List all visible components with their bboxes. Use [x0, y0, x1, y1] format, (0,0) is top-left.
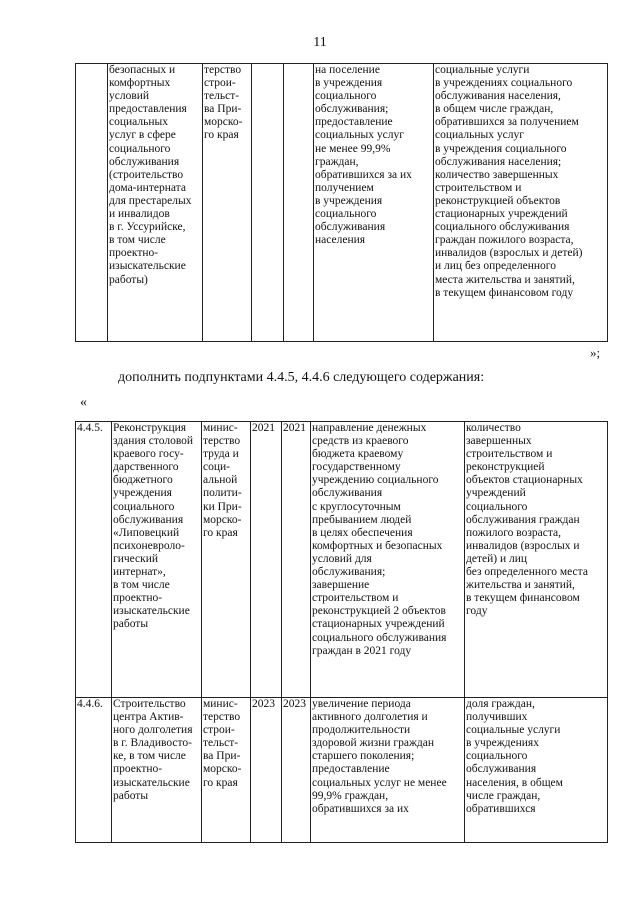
expected-result-cell: направление денежных средств из краевого бюджета краевому государственному учреждению социального обслуживания с круглосуточным пребыванием людей в целях обеспечения комфортных и безопасных условий для обслуживания; завершение строительством и реконструкцией 2 объектов стационарных учреждений социального обслуживания граждан в 2021 году [311, 422, 465, 698]
indicator-cell: доля граждан, получивших социальные услуги в учреждениях социального обслуживания населения, в общем числе граждан, обратившихся [465, 698, 608, 843]
executor-cell: минис- терство труда и соци- альной полити- ки При- морско- го края [202, 422, 251, 698]
indicator-cell: социальные услуги в учреждениях социального обслуживания населения, в общем числе граждан, обратившихся за получением социальных услуг в учреждения социального обслуживания населения; количество завершенных строительством и реконструкцией объектов стационарных учреждений социального обслуживания граждан пожилого возраста, инвалидов (взрослых и детей) и лиц без определенного места жительства и занятий, в текущем финансовом году [434, 64, 608, 342]
page-number: 11 [313, 35, 327, 50]
indicator-cell: количество завершенных строительством и реконструкцией объектов стационарных учреждений социального обслуживания граждан пожилого возраста, инвалидов (взрослых и детей) и лиц без определенного места жительства и занятий, в текущем финансовом году [465, 422, 608, 698]
expected-result-cell: на поселение в учреждения социального обслуживания; предоставление социальных услуг не менее 99,9% граждан, обратившихся за их получением в учреждения социального обслуживания населения [314, 64, 434, 342]
start-year-cell: 2023 [251, 698, 282, 843]
measure-name-cell: Строительство центра Актив- ного долголетия в г. Владивосто- ке, в том числе проектно- изыскательские работы [112, 698, 202, 843]
start-year-cell [252, 64, 284, 342]
expected-result-cell: увеличение периода активного долголетия и продолжительности здоровой жизни граждан старшего поколения; предоставление социальных услуг не менее 99,9% граждан, обратившихся за их [311, 698, 465, 843]
row-number-cell: 4.4.6. [76, 698, 112, 843]
closing-quote-mark: »; [590, 345, 601, 360]
end-year-cell: 2021 [282, 422, 311, 698]
new-subitems-table [75, 421, 608, 843]
amendment-intro-text: дополнить подпунктами 4.4.5, 4.4.6 следующего содержания: [118, 370, 485, 385]
measures-table-continued [75, 63, 608, 342]
start-year-cell: 2021 [251, 422, 282, 698]
end-year-cell: 2023 [282, 698, 311, 843]
executor-cell: терство строи- тельст- ва При- морско- го края [203, 64, 252, 342]
measure-name-cell: Реконструкция здания столовой краевого госу- дарственного бюджетного учреждения социального обслуживания «Липовецкий психоневроло- гический интернат», в том числе проектно- изыскательские работы [112, 422, 202, 698]
table-row [76, 422, 608, 698]
row-number-cell [76, 64, 108, 342]
end-year-cell [284, 64, 314, 342]
table-row [76, 64, 608, 342]
measure-name-cell: безопасных и комфортных условий предоставления социальных услуг в сфере социального обслуживания (строительство дома-интерната для престарелых и инвалидов в г. Уссурийске, в том числе проектно- изыскательские работы) [108, 64, 203, 342]
executor-cell: минис- терство строи- тельст- ва При- морско- го края [202, 698, 251, 843]
opening-quote-mark: « [80, 395, 87, 410]
row-number-cell: 4.4.5. [76, 422, 112, 698]
table-row [76, 698, 608, 843]
